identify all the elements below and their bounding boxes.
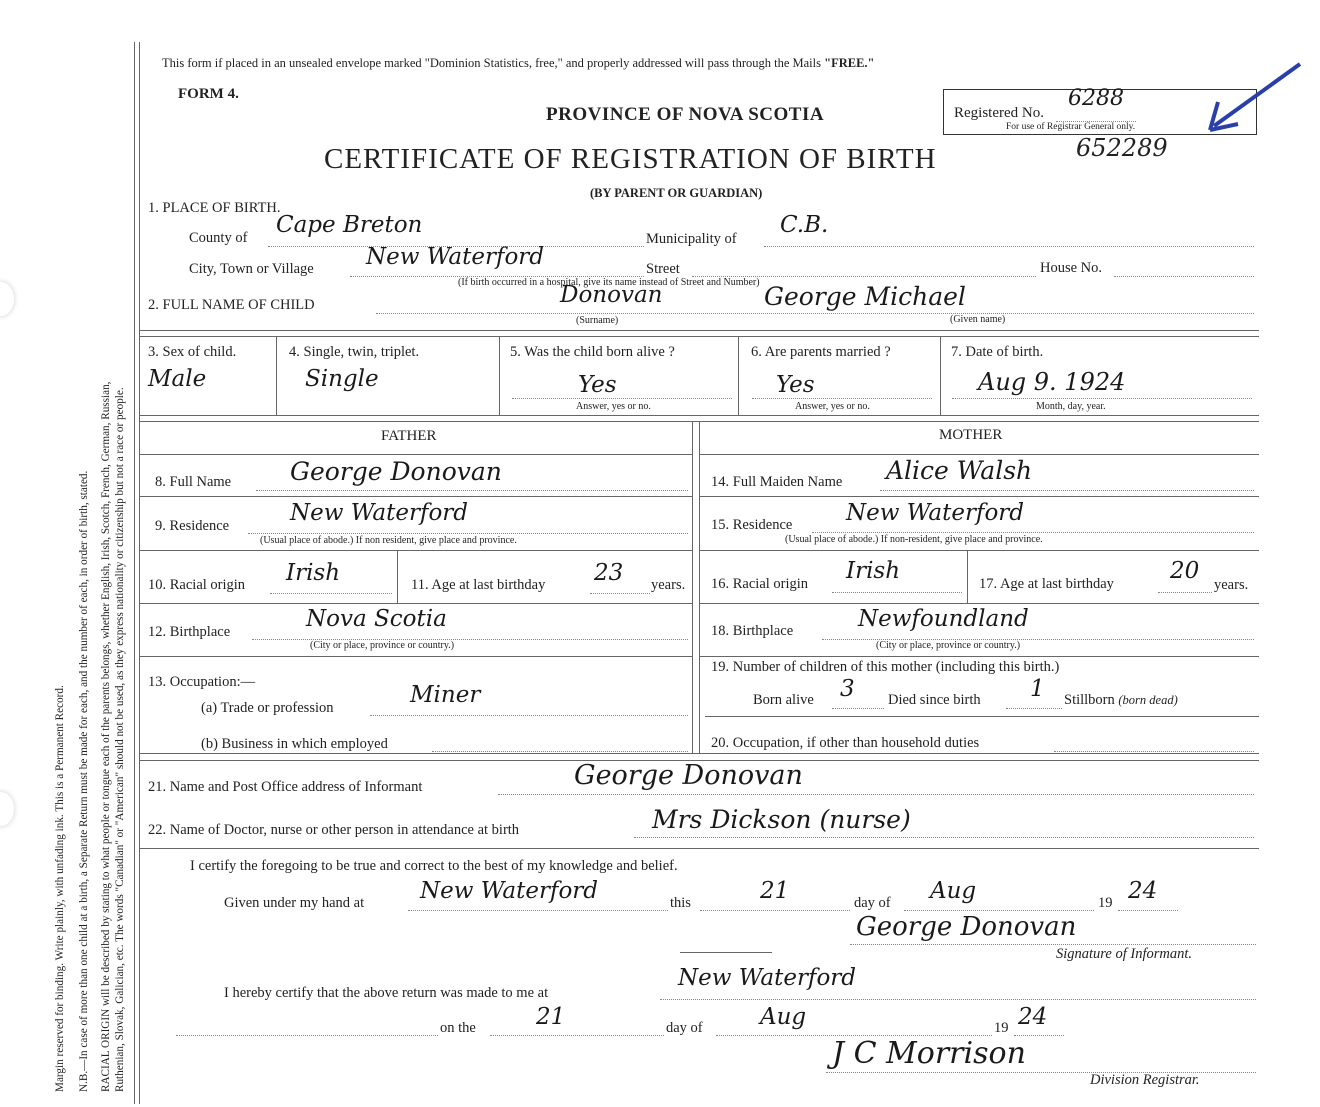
- died-since-birth-label: Died since birth: [888, 692, 981, 708]
- father-age-years: years.: [651, 577, 686, 593]
- mother-age-label: 17. Age at last birthday: [979, 576, 1114, 592]
- dob-line: [952, 398, 1252, 399]
- born-alive-count-value: 3: [840, 676, 855, 702]
- child-given-name: George Michael: [764, 282, 966, 311]
- born-alive-label: 5. Was the child born alive ?: [510, 344, 675, 360]
- side-note-binding: Margin reserved for binding. Write plainly, with unfading ink. This is a Permanent Record.: [54, 685, 66, 1092]
- municipality-value: C.B.: [780, 212, 829, 238]
- rule-above-certification: [139, 848, 1259, 849]
- registrar-place-value: New Waterford: [678, 965, 857, 991]
- binding-hole-bottom: [0, 792, 14, 826]
- mail-note: This form if placed in an unsealed envelope marked "Dominion Statistics, free," and properly addressed will pass through the Mails "FREE.": [162, 56, 875, 70]
- row3-divider-4: [940, 336, 941, 415]
- father-age-label: 11. Age at last birthday: [411, 577, 546, 593]
- child-surname: Donovan: [560, 282, 663, 308]
- registrar-month-value: Aug: [760, 1004, 807, 1030]
- mother-residence-value: New Waterford: [846, 500, 1025, 526]
- child-name-line: [376, 313, 1254, 314]
- attendant-line: [634, 837, 1254, 838]
- place-of-birth-label: 1. PLACE OF BIRTH.: [148, 200, 281, 216]
- given-place-value: New Waterford: [420, 878, 599, 904]
- stillborn-label: Stillborn (born dead): [1064, 692, 1178, 708]
- mother-name-value: Alice Walsh: [886, 456, 1033, 485]
- rule-mother-6: [705, 716, 1259, 717]
- registrar-day-line: [490, 1035, 664, 1036]
- sex-value: Male: [148, 366, 207, 392]
- mother-birthplace-caption: (City or place, province or country.): [876, 640, 1021, 651]
- given-name-caption: (Given name): [950, 314, 1006, 325]
- father-birthplace-caption: (City or place, province or country.): [310, 640, 455, 651]
- registrar-statement: I hereby certify that the above return was made to me at: [224, 985, 549, 1001]
- mother-heading: MOTHER: [939, 427, 1003, 443]
- given-year-value: 24: [1128, 878, 1158, 904]
- father-residence-value: New Waterford: [290, 500, 469, 526]
- rule-mother-4: [699, 603, 1259, 604]
- side-note-multiple-births: N.B.—In case of more than one child at a birth, a Separate Return must be made for each, and the number of each, in order of birth, stated.: [78, 470, 90, 1092]
- father-racial-label: 10. Racial origin: [148, 577, 246, 593]
- father-birthplace-label: 12. Birthplace: [148, 624, 231, 640]
- informant-label: 21. Name and Post Office address of Informant: [148, 779, 423, 795]
- died-since-birth-line: [1006, 708, 1062, 709]
- registered-note: For use of Registrar General only.: [1006, 122, 1136, 132]
- father-occupation-label: 13. Occupation:—: [148, 674, 256, 690]
- father-trade-line: [370, 715, 688, 716]
- informant-line: [498, 794, 1254, 795]
- mother-birthplace-label: 18. Birthplace: [711, 623, 794, 639]
- given-this-label: this: [670, 895, 691, 911]
- rule-father-1: [139, 454, 692, 455]
- mother-name-label: 14. Full Maiden Name: [711, 474, 843, 490]
- rule-above-informant: [139, 753, 1259, 754]
- hospital-note: (If birth occurred in a hospital, give its name instead of Street and Number): [458, 277, 760, 288]
- row3-divider-3: [738, 336, 739, 415]
- died-since-birth-value: 1: [1030, 676, 1045, 702]
- county-label: County of: [189, 230, 248, 246]
- father-residence-line: [248, 533, 688, 534]
- registered-label: Registered No.: [954, 105, 1044, 121]
- father-name-value: George Donovan: [290, 457, 502, 486]
- informant-signature-line: [850, 944, 1256, 945]
- rule-father-4: [139, 603, 692, 604]
- informant-signature-caption: Signature of Informant.: [1056, 946, 1193, 962]
- rule-father-2: [139, 496, 692, 497]
- rule-mother-3: [699, 550, 1259, 551]
- rule-mother-5: [699, 656, 1259, 657]
- father-trade-value: Miner: [410, 682, 481, 708]
- born-alive-value: Yes: [578, 372, 617, 398]
- mother-name-line: [880, 490, 1254, 491]
- registrar-caption: Division Registrar.: [1090, 1072, 1200, 1088]
- mother-racial-label: 16. Racial origin: [711, 576, 809, 592]
- city-label: City, Town or Village: [189, 261, 314, 277]
- registrar-on-label: on the: [440, 1020, 476, 1036]
- father-age-line: [590, 593, 650, 594]
- married-line: [752, 398, 932, 399]
- informant-signature: George Donovan: [856, 912, 1077, 942]
- given-month-line: [904, 910, 1094, 911]
- registrar-signature: J C Morrison: [832, 1036, 1026, 1071]
- certificate-number: 652289: [1076, 134, 1168, 162]
- certificate-title: CERTIFICATE OF REGISTRATION OF BIRTH: [324, 143, 937, 175]
- given-year-prefix: 19: [1098, 895, 1113, 911]
- father-business-label: (b) Business in which employed: [201, 736, 388, 752]
- born-alive-count-label: Born alive: [753, 692, 814, 708]
- father-racial-value: Irish: [286, 560, 341, 586]
- given-place-line: [408, 910, 668, 911]
- rule-father-5: [139, 656, 692, 657]
- rule-below-row3: [139, 415, 1259, 416]
- father-trade-label: (a) Trade or profession: [201, 700, 334, 716]
- side-note-nationality: Ruthenian, Slovak, Galician, etc. The words "Canadian" or "American" should not be used, as they express nationality or citizenship but not a race or people.: [114, 387, 126, 1092]
- registrar-place-line: [660, 999, 1256, 1000]
- given-under-label: Given under my hand at: [224, 895, 365, 911]
- house-label: House No.: [1040, 260, 1103, 276]
- father-racial-line: [270, 593, 392, 594]
- sex-label: 3. Sex of child.: [148, 344, 237, 360]
- mother-racial-value: Irish: [846, 558, 901, 584]
- margin-border-outer: [134, 42, 135, 1104]
- registrar-leading-line: [176, 1035, 438, 1036]
- city-value: New Waterford: [366, 244, 545, 270]
- given-year-line: [1118, 910, 1178, 911]
- attendant-value: Mrs Dickson (nurse): [652, 805, 911, 834]
- mother-racial-line: [832, 592, 962, 593]
- mother-residence-caption: (Usual place of abode.) If non-resident, give place and province.: [785, 534, 1043, 545]
- father-name-label: 8. Full Name: [155, 474, 232, 490]
- binding-hole-top: [0, 282, 14, 316]
- registrar-year-prefix: 19: [994, 1020, 1009, 1036]
- form-number: FORM 4.: [178, 86, 239, 102]
- row3-divider-2: [499, 336, 500, 415]
- single-twin-value: Single: [305, 366, 379, 392]
- father-age-value: 23: [594, 560, 624, 586]
- given-day-line: [700, 910, 850, 911]
- mother-occupation-line: [1054, 751, 1254, 752]
- single-twin-label: 4. Single, twin, triplet.: [289, 344, 420, 360]
- attendant-label: 22. Name of Doctor, nurse or other person in attendance at birth: [148, 822, 520, 838]
- mother-residence-line: [812, 532, 1254, 533]
- dob-value: Aug 9. 1924: [978, 368, 1126, 396]
- rule-father-3: [139, 550, 692, 551]
- child-name-label: 2. FULL NAME OF CHILD: [148, 297, 315, 313]
- rule-mother-2: [699, 496, 1259, 497]
- given-day-of-label: day of: [854, 895, 891, 911]
- municipality-line: [764, 246, 1254, 247]
- row3-divider-1: [276, 336, 277, 415]
- column-divider-left: [692, 421, 693, 753]
- mother-age-divider: [967, 550, 968, 603]
- surname-caption: (Surname): [576, 315, 619, 326]
- registrar-day-of-label: day of: [666, 1020, 703, 1036]
- married-value: Yes: [776, 372, 815, 398]
- certificate-subtitle: (BY PARENT OR GUARDIAN): [590, 186, 763, 200]
- mother-age-years: years.: [1214, 577, 1249, 593]
- father-name-line: [256, 490, 688, 491]
- father-residence-label: 9. Residence: [155, 518, 230, 534]
- street-label: Street: [646, 261, 680, 277]
- province-title: PROVINCE OF NOVA SCOTIA: [546, 104, 825, 125]
- mother-age-line: [1158, 592, 1212, 593]
- certification-separator: [680, 952, 772, 953]
- certification-statement: I certify the foregoing to be true and correct to the best of my knowledge and belief.: [190, 858, 678, 874]
- rule-mother-1: [699, 454, 1259, 455]
- mother-birthplace-value: Newfoundland: [858, 606, 1029, 632]
- blue-arrow-mark: [1204, 58, 1304, 138]
- born-alive-caption: Answer, yes or no.: [576, 401, 651, 412]
- father-business-line: [432, 751, 688, 752]
- house-line: [1114, 276, 1254, 277]
- dob-label: 7. Date of birth.: [951, 344, 1044, 360]
- born-alive-count-line: [832, 708, 884, 709]
- father-age-divider: [397, 550, 398, 603]
- municipality-label: Municipality of: [646, 231, 737, 247]
- father-residence-caption: (Usual place of abode.) If non resident, give place and province.: [260, 535, 517, 546]
- county-value: Cape Breton: [276, 212, 423, 238]
- informant-value: George Donovan: [574, 760, 803, 791]
- mother-age-value: 20: [1170, 558, 1200, 584]
- mother-children-label: 19. Number of children of this mother (including this birth.): [711, 659, 1060, 675]
- margin-border-inner: [139, 42, 140, 1104]
- dob-caption: Month, day, year.: [1036, 401, 1106, 412]
- stillborn-note: (born dead): [1118, 693, 1178, 707]
- registered-value: 6288: [1068, 86, 1124, 111]
- given-month-value: Aug: [930, 878, 977, 904]
- given-day-value: 21: [760, 878, 790, 904]
- married-caption: Answer, yes or no.: [795, 401, 870, 412]
- mail-free: "FREE.": [824, 56, 875, 70]
- rule-above-row3b: [139, 336, 1259, 337]
- married-label: 6. Are parents married ?: [751, 344, 891, 360]
- rule-above-row3: [139, 330, 1259, 331]
- born-alive-line: [512, 398, 732, 399]
- father-heading: FATHER: [381, 428, 437, 444]
- registrar-year-value: 24: [1018, 1004, 1048, 1030]
- mother-residence-label: 15. Residence: [711, 517, 793, 533]
- side-note-racial-origin: RACIAL ORIGIN will be described by stating to what people or tongue each of the parents belongs, whether English, Irish, Scotch, French, German, Russian,: [100, 381, 112, 1092]
- mother-occupation-label: 20. Occupation, if other than household duties: [711, 735, 980, 751]
- column-divider-right: [699, 421, 700, 753]
- registrar-day-value: 21: [536, 1004, 566, 1030]
- father-birthplace-value: Nova Scotia: [306, 606, 447, 632]
